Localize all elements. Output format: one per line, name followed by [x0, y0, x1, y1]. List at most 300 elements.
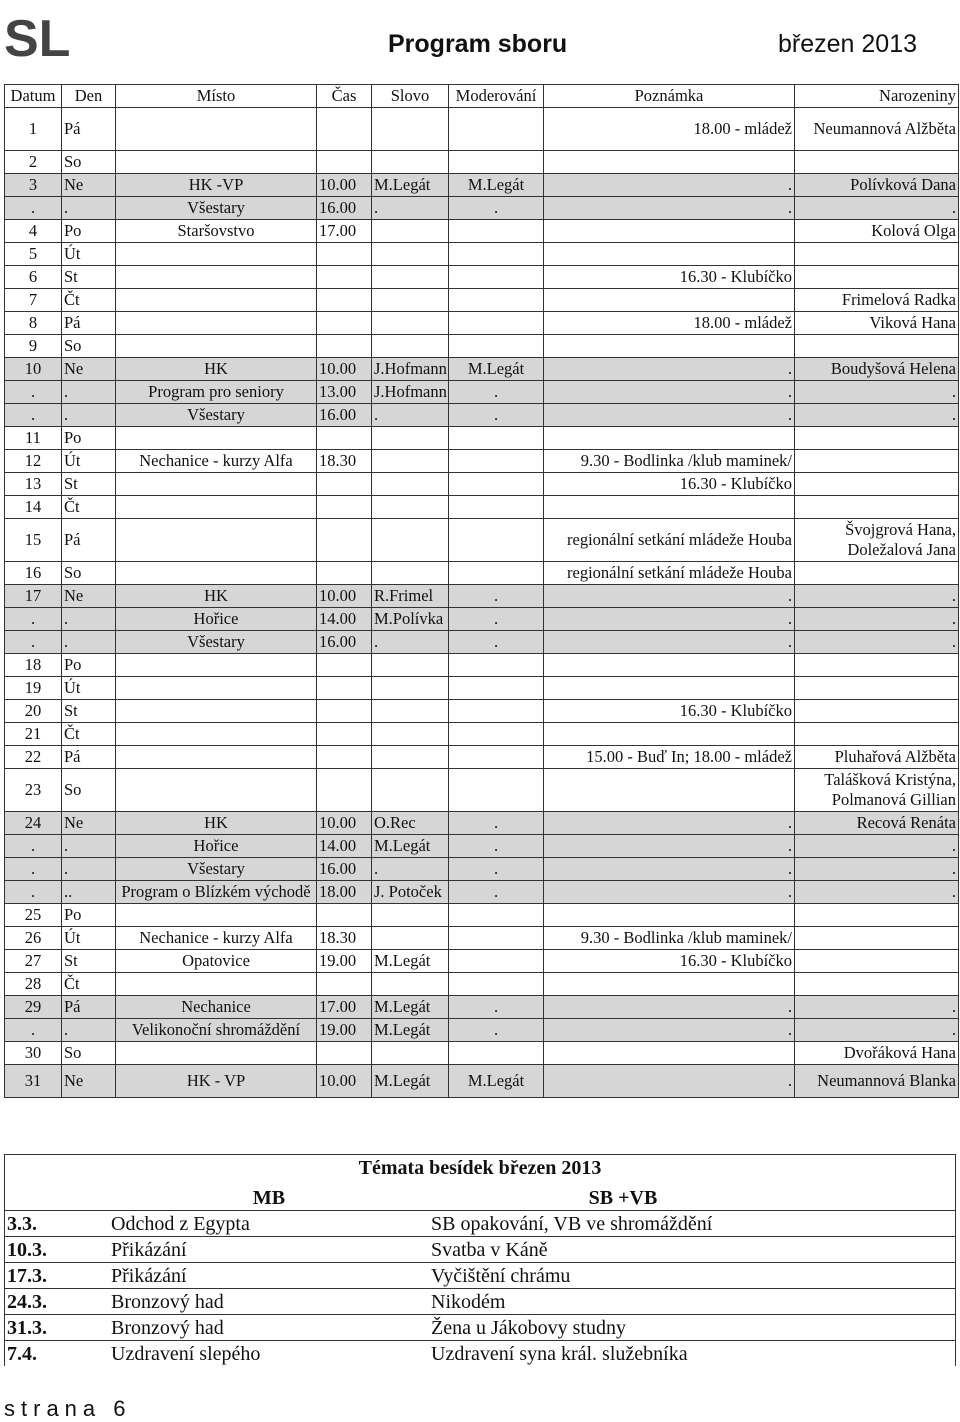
cell-narozeniny [795, 700, 959, 723]
cell-slovo [372, 427, 449, 450]
table-row [5, 473, 959, 496]
cell-poznamka: . [544, 881, 795, 904]
cell-datum: . [5, 1019, 62, 1042]
cell-misto [116, 904, 317, 927]
cell-slovo [372, 312, 449, 335]
cell-misto [116, 289, 317, 312]
cell-den: So [62, 562, 116, 585]
cell-cas [317, 654, 372, 677]
theme-sbvb: Vyčištění chrámu [429, 1263, 955, 1289]
table-row [5, 950, 959, 973]
cell-narozeniny [795, 904, 959, 927]
col-poznamka: Poznámka [544, 85, 795, 108]
col-slovo: Slovo [372, 85, 449, 108]
cell-narozeniny: Polívková Dana [795, 174, 959, 197]
cell-slovo: M.Legát [372, 835, 449, 858]
cell-moderovani [449, 927, 544, 950]
cell-narozeniny: Talášková Kristýna, Polmanová Gillian [795, 769, 959, 812]
themes-row [5, 1237, 955, 1263]
cell-moderovani [449, 677, 544, 700]
cell-narozeniny [795, 723, 959, 746]
cell-moderovani: . [449, 1019, 544, 1042]
cell-moderovani [449, 151, 544, 174]
cell-datum: . [5, 608, 62, 631]
cell-misto [116, 473, 317, 496]
cell-slovo: M.Legát [372, 174, 449, 197]
cell-moderovani [449, 289, 544, 312]
cell-poznamka: . [544, 812, 795, 835]
cell-den: Čt [62, 496, 116, 519]
cell-datum: 20 [5, 700, 62, 723]
cell-narozeniny: . [795, 835, 959, 858]
cell-poznamka [544, 289, 795, 312]
cell-narozeniny: . [795, 381, 959, 404]
cell-datum: 27 [5, 950, 62, 973]
cell-slovo [372, 723, 449, 746]
cell-den: . [62, 381, 116, 404]
cell-poznamka: . [544, 858, 795, 881]
theme-date: 10.3. [5, 1237, 109, 1263]
cell-misto: Program pro seniory [116, 381, 317, 404]
themes-title: Témata besídek březen 2013 [358, 1157, 602, 1179]
cell-datum: 28 [5, 973, 62, 996]
cell-datum: 30 [5, 1042, 62, 1065]
cell-slovo [372, 151, 449, 174]
cell-narozeniny: . [795, 404, 959, 427]
cell-cas: 16.00 [317, 197, 372, 220]
cell-den: Čt [62, 289, 116, 312]
cell-poznamka [544, 904, 795, 927]
cell-narozeniny [795, 927, 959, 950]
theme-mb: Bronzový had [109, 1289, 429, 1315]
cell-den: St [62, 950, 116, 973]
cell-den: Po [62, 427, 116, 450]
theme-date: 31.3. [5, 1315, 109, 1341]
cell-cas [317, 1042, 372, 1065]
cell-moderovani: . [449, 812, 544, 835]
cell-slovo: O.Rec [372, 812, 449, 835]
cell-moderovani [449, 473, 544, 496]
cell-den: .. [62, 881, 116, 904]
cell-cas: 10.00 [317, 812, 372, 835]
theme-sbvb: SB opakování, VB ve shromáždění [429, 1211, 955, 1237]
table-row [5, 450, 959, 473]
cell-poznamka [544, 723, 795, 746]
cell-datum: 11 [5, 427, 62, 450]
cell-misto: Opatovice [116, 950, 317, 973]
cell-cas [317, 335, 372, 358]
cell-datum: 15 [5, 519, 62, 562]
cell-datum: 31 [5, 1065, 62, 1098]
cell-poznamka: . [544, 174, 795, 197]
cell-misto: HK [116, 358, 317, 381]
cell-datum: 22 [5, 746, 62, 769]
cell-misto: HK - VP [116, 1065, 317, 1098]
cell-slovo [372, 904, 449, 927]
cell-misto: Všestary [116, 858, 317, 881]
cell-slovo: M.Legát [372, 996, 449, 1019]
cell-datum: . [5, 381, 62, 404]
cell-datum: 6 [5, 266, 62, 289]
cell-misto [116, 562, 317, 585]
cell-misto [116, 427, 317, 450]
table-row [5, 654, 959, 677]
cell-moderovani: M.Legát [449, 174, 544, 197]
cell-den: . [62, 404, 116, 427]
cell-misto [116, 654, 317, 677]
cell-moderovani: M.Legát [449, 358, 544, 381]
cell-poznamka: . [544, 1065, 795, 1098]
themes-row [5, 1211, 955, 1237]
themes-row [5, 1341, 955, 1367]
cell-narozeniny [795, 496, 959, 519]
cell-cas: 19.00 [317, 950, 372, 973]
table-row [5, 881, 959, 904]
cell-narozeniny: Frimelová Radka [795, 289, 959, 312]
cell-den: Ne [62, 174, 116, 197]
cell-misto [116, 243, 317, 266]
cell-datum: . [5, 631, 62, 654]
cell-poznamka [544, 677, 795, 700]
cell-den: Pá [62, 312, 116, 335]
table-row [5, 197, 959, 220]
cell-cas [317, 496, 372, 519]
cell-datum: 14 [5, 496, 62, 519]
cell-datum: 21 [5, 723, 62, 746]
cell-moderovani [449, 519, 544, 562]
cell-slovo: R.Frimel [372, 585, 449, 608]
col-cas: Čas [317, 85, 372, 108]
page-title: Program sboru [388, 30, 568, 58]
table-row [5, 769, 959, 812]
cell-den: Po [62, 654, 116, 677]
cell-poznamka: 18.00 - mládež [544, 312, 795, 335]
cell-cas: 16.00 [317, 631, 372, 654]
cell-narozeniny: Švojgrová Hana, Doležalová Jana [795, 519, 959, 562]
cell-den: Po [62, 904, 116, 927]
cell-cas [317, 243, 372, 266]
cell-den: Ne [62, 585, 116, 608]
cell-misto [116, 973, 317, 996]
theme-sbvb: Svatba v Káně [429, 1237, 955, 1263]
cell-narozeniny: . [795, 631, 959, 654]
cell-misto [116, 496, 317, 519]
cell-poznamka [544, 1042, 795, 1065]
cell-poznamka [544, 151, 795, 174]
table-row [5, 220, 959, 243]
table-row [5, 1019, 959, 1042]
cell-moderovani [449, 950, 544, 973]
table-row [5, 723, 959, 746]
cell-cas [317, 473, 372, 496]
theme-date: 17.3. [5, 1263, 109, 1289]
cell-poznamka: regionální setkání mládeže Houba [544, 562, 795, 585]
cell-misto [116, 266, 317, 289]
table-row [5, 312, 959, 335]
cell-poznamka [544, 220, 795, 243]
cell-poznamka: . [544, 381, 795, 404]
cell-slovo: M.Legát [372, 1065, 449, 1098]
cell-narozeniny: . [795, 1019, 959, 1042]
cell-poznamka: . [544, 996, 795, 1019]
cell-poznamka: . [544, 608, 795, 631]
themes-box [4, 1154, 956, 1366]
cell-moderovani [449, 266, 544, 289]
table-row [5, 1042, 959, 1065]
cell-narozeniny [795, 654, 959, 677]
cell-poznamka: . [544, 835, 795, 858]
theme-mb: Odchod z Egypta [109, 1211, 429, 1237]
cell-misto: Nechanice - kurzy Alfa [116, 927, 317, 950]
cell-moderovani [449, 562, 544, 585]
cell-den: Pá [62, 746, 116, 769]
cell-misto [116, 677, 317, 700]
cell-datum: 1 [5, 108, 62, 151]
table-row [5, 996, 959, 1019]
cell-narozeniny: Viková Hana [795, 312, 959, 335]
cell-moderovani: . [449, 404, 544, 427]
cell-narozeniny [795, 973, 959, 996]
page-number: strana 6 [4, 1396, 132, 1421]
cell-cas [317, 519, 372, 562]
cell-cas [317, 427, 372, 450]
cell-cas: 18.00 [317, 881, 372, 904]
cell-datum: 18 [5, 654, 62, 677]
table-row [5, 746, 959, 769]
cell-den: . [62, 858, 116, 881]
cell-misto: Všestary [116, 631, 317, 654]
cell-poznamka: 16.30 - Klubíčko [544, 950, 795, 973]
cell-datum: . [5, 881, 62, 904]
cell-slovo [372, 289, 449, 312]
cell-den: Čt [62, 723, 116, 746]
cell-moderovani [449, 427, 544, 450]
table-row [5, 858, 959, 881]
table-row [5, 700, 959, 723]
table-row [5, 381, 959, 404]
cell-cas [317, 973, 372, 996]
col-datum: Datum [5, 85, 62, 108]
cell-den: St [62, 700, 116, 723]
cell-den: . [62, 631, 116, 654]
cell-datum: 23 [5, 769, 62, 812]
cell-slovo [372, 654, 449, 677]
cell-misto [116, 1042, 317, 1065]
cell-den: Ne [62, 358, 116, 381]
cell-datum: 9 [5, 335, 62, 358]
cell-misto [116, 769, 317, 812]
cell-slovo [372, 450, 449, 473]
cell-cas: 10.00 [317, 174, 372, 197]
cell-narozeniny: . [795, 608, 959, 631]
cell-moderovani [449, 220, 544, 243]
cell-cas [317, 151, 372, 174]
cell-cas: 17.00 [317, 996, 372, 1019]
cell-poznamka: . [544, 631, 795, 654]
cell-slovo: J.Hofmann [372, 381, 449, 404]
theme-mb: Přikázání [109, 1263, 429, 1289]
cell-cas: 10.00 [317, 1065, 372, 1098]
cell-narozeniny: Neumannová Alžběta [795, 108, 959, 151]
cell-poznamka: . [544, 197, 795, 220]
cell-poznamka [544, 427, 795, 450]
themes-row [5, 1289, 955, 1315]
theme-date: 24.3. [5, 1289, 109, 1315]
cell-slovo [372, 1042, 449, 1065]
table-row [5, 927, 959, 950]
col-sbvb: SB +VB [588, 1186, 658, 1209]
cell-moderovani [449, 904, 544, 927]
table-row [5, 812, 959, 835]
table-row [5, 519, 959, 562]
cell-poznamka [544, 335, 795, 358]
theme-sbvb: Žena u Jákobovy studny [429, 1315, 955, 1341]
cell-misto [116, 700, 317, 723]
cell-moderovani [449, 1042, 544, 1065]
cell-poznamka [544, 973, 795, 996]
cell-misto: Všestary [116, 404, 317, 427]
cell-misto [116, 723, 317, 746]
cell-den: Čt [62, 973, 116, 996]
cell-narozeniny: Kolová Olga [795, 220, 959, 243]
table-row [5, 904, 959, 927]
cell-den: . [62, 197, 116, 220]
cell-cas: 18.30 [317, 927, 372, 950]
cell-misto [116, 335, 317, 358]
cell-narozeniny: . [795, 585, 959, 608]
cell-cas [317, 266, 372, 289]
cell-poznamka: . [544, 358, 795, 381]
cell-moderovani [449, 973, 544, 996]
theme-mb: Bronzový had [109, 1315, 429, 1341]
cell-poznamka: 9.30 - Bodlinka /klub maminek/ [544, 450, 795, 473]
table-row [5, 973, 959, 996]
cell-datum: 24 [5, 812, 62, 835]
cell-slovo [372, 973, 449, 996]
cell-slovo [372, 769, 449, 812]
cell-datum: 7 [5, 289, 62, 312]
cell-moderovani [449, 335, 544, 358]
cell-slovo: . [372, 631, 449, 654]
cell-datum: 26 [5, 927, 62, 950]
cell-narozeniny [795, 562, 959, 585]
program-table [4, 84, 959, 1098]
table-row [5, 151, 959, 174]
cell-cas: 14.00 [317, 608, 372, 631]
cell-cas: 10.00 [317, 585, 372, 608]
cell-den: Út [62, 927, 116, 950]
cell-misto: Nechanice - kurzy Alfa [116, 450, 317, 473]
cell-moderovani: . [449, 881, 544, 904]
program-rows [5, 108, 959, 1098]
cell-moderovani: . [449, 996, 544, 1019]
theme-sbvb: Nikodém [429, 1289, 955, 1315]
cell-cas: 19.00 [317, 1019, 372, 1042]
cell-den: . [62, 1019, 116, 1042]
cell-narozeniny: Dvořáková Hana [795, 1042, 959, 1065]
table-row [5, 835, 959, 858]
cell-den: Pá [62, 996, 116, 1019]
cell-slovo: M.Polívka [372, 608, 449, 631]
cell-den: So [62, 1042, 116, 1065]
table-row [5, 631, 959, 654]
table-row [5, 358, 959, 381]
cell-datum: 2 [5, 151, 62, 174]
cell-cas [317, 700, 372, 723]
cell-slovo [372, 108, 449, 151]
cell-narozeniny: . [795, 858, 959, 881]
cell-moderovani [449, 450, 544, 473]
cell-moderovani [449, 243, 544, 266]
col-moderovani: Moderování [449, 85, 544, 108]
theme-mb: Přikázání [109, 1237, 429, 1263]
cell-poznamka: 9.30 - Bodlinka /klub maminek/ [544, 927, 795, 950]
cell-narozeniny [795, 450, 959, 473]
col-narozeniny: Narozeniny [795, 85, 959, 108]
table-row [5, 1065, 959, 1098]
cell-den: Ne [62, 1065, 116, 1098]
cell-moderovani: M.Legát [449, 1065, 544, 1098]
cell-datum: . [5, 197, 62, 220]
cell-cas: 16.00 [317, 404, 372, 427]
cell-narozeniny [795, 151, 959, 174]
cell-moderovani [449, 700, 544, 723]
cell-cas: 14.00 [317, 835, 372, 858]
cell-narozeniny: Boudyšová Helena [795, 358, 959, 381]
cell-poznamka: . [544, 1019, 795, 1042]
cell-slovo [372, 266, 449, 289]
cell-misto: Staršovstvo [116, 220, 317, 243]
cell-narozeniny: . [795, 881, 959, 904]
cell-datum: . [5, 835, 62, 858]
table-row [5, 496, 959, 519]
cell-cas: 16.00 [317, 858, 372, 881]
cell-datum: 13 [5, 473, 62, 496]
cell-datum: 29 [5, 996, 62, 1019]
table-row [5, 562, 959, 585]
table-row [5, 108, 959, 151]
cell-poznamka: . [544, 585, 795, 608]
cell-den: . [62, 835, 116, 858]
cell-datum: 16 [5, 562, 62, 585]
cell-misto: Hořice [116, 608, 317, 631]
cell-misto: Hořice [116, 835, 317, 858]
theme-sbvb: Uzdravení syna král. služebníka [429, 1341, 955, 1367]
cell-den: Út [62, 677, 116, 700]
table-row [5, 266, 959, 289]
table-row [5, 404, 959, 427]
cell-poznamka [544, 496, 795, 519]
cell-narozeniny: . [795, 996, 959, 1019]
col-den: Den [62, 85, 116, 108]
cell-slovo [372, 927, 449, 950]
cell-slovo: M.Legát [372, 950, 449, 973]
cell-cas: 13.00 [317, 381, 372, 404]
cell-poznamka: 18.00 - mládež [544, 108, 795, 151]
cell-moderovani [449, 746, 544, 769]
cell-den: St [62, 266, 116, 289]
cell-narozeniny: Pluhařová Alžběta [795, 746, 959, 769]
cell-narozeniny [795, 677, 959, 700]
table-row [5, 335, 959, 358]
cell-datum: 3 [5, 174, 62, 197]
table-row [5, 174, 959, 197]
cell-misto [116, 151, 317, 174]
cell-misto: Program o Blízkém východě [116, 881, 317, 904]
col-misto: Místo [116, 85, 317, 108]
themes-table [5, 1185, 955, 1366]
cell-poznamka [544, 243, 795, 266]
